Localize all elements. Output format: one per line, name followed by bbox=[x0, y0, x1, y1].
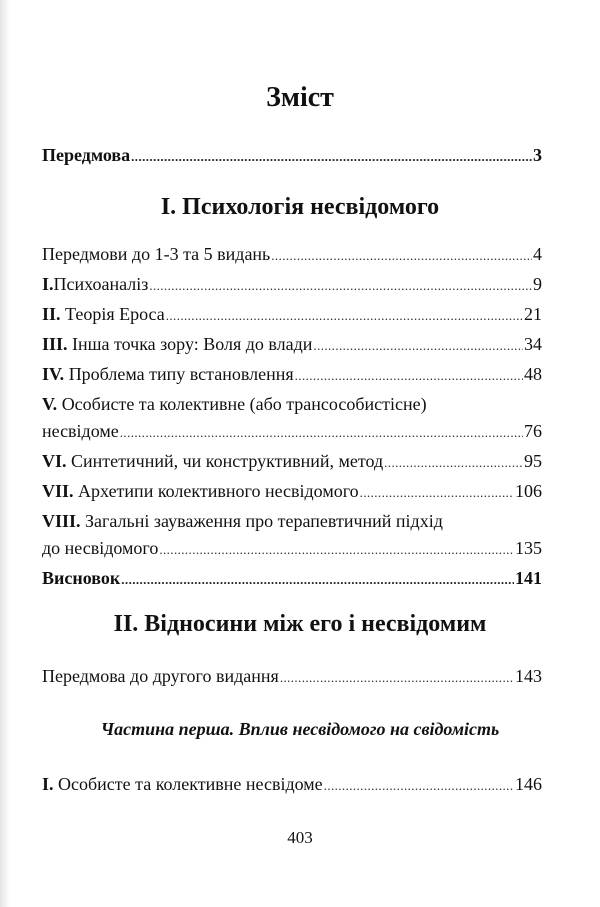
leader-dots bbox=[384, 452, 523, 474]
toc-entry-number: І. bbox=[42, 774, 54, 794]
toc-entry-number: VI. bbox=[42, 451, 67, 471]
leader-dots bbox=[120, 422, 523, 444]
part-heading: Частина перша. Вплив несвідомого на свідомість bbox=[100, 719, 500, 739]
toc-entry-label: Передмови до 1-3 та 5 видань bbox=[42, 244, 271, 264]
toc-entry-label: Загальні зауваження про терапевтичний підхід bbox=[80, 511, 443, 531]
section-heading-1: І. Психологія несвідомого bbox=[160, 194, 440, 220]
leader-dots bbox=[131, 146, 532, 168]
toc-entry-label: Особисте та колективне (або трансособистісне) bbox=[57, 394, 427, 414]
toc-entry bbox=[42, 480, 542, 504]
toc-page-number: 9 bbox=[533, 274, 542, 294]
toc-page-number: 95 bbox=[524, 451, 542, 471]
toc-entry bbox=[42, 420, 542, 444]
toc-page-number: 143 bbox=[515, 666, 542, 686]
toc-entry-label-cont: несвідоме bbox=[42, 421, 119, 441]
toc-page-number: 106 bbox=[515, 481, 542, 501]
toc-page-number: 146 bbox=[515, 774, 542, 794]
leader-dots bbox=[121, 569, 514, 591]
toc-entry-label: Теорія Ероса bbox=[60, 304, 165, 324]
toc-entry bbox=[42, 665, 542, 689]
leader-dots bbox=[280, 667, 514, 689]
toc-entry bbox=[42, 450, 542, 474]
toc-page-number: 48 bbox=[524, 364, 542, 384]
toc-page-number: 3 bbox=[533, 145, 542, 165]
page-title: Зміст bbox=[266, 82, 334, 113]
toc-entry-label: Інша точка зору: Воля до влади bbox=[67, 334, 313, 354]
toc-entry-label: Передмова bbox=[42, 145, 131, 165]
toc-entry bbox=[42, 333, 542, 357]
page-number: 403 bbox=[287, 828, 313, 847]
toc-entry-number: ІІ. bbox=[42, 304, 61, 324]
leader-dots bbox=[166, 305, 523, 327]
toc-entry bbox=[42, 303, 542, 327]
toc-entry-number: VIII. bbox=[42, 511, 81, 531]
toc-page-number: 34 bbox=[524, 334, 542, 354]
toc-entry-number: V. bbox=[42, 394, 58, 414]
toc-entry-label: Передмова до другого видання bbox=[42, 666, 279, 686]
leader-dots bbox=[295, 365, 523, 387]
toc-page-number: 4 bbox=[533, 244, 542, 264]
toc-entry bbox=[42, 363, 542, 387]
toc-entry-label: Висновок bbox=[42, 568, 121, 588]
toc-entry-label-cont: до несвідомого bbox=[42, 538, 159, 558]
toc-entry-label: Архетипи колективного несвідомого bbox=[73, 481, 359, 501]
toc-entry-number: ІІІ. bbox=[42, 334, 68, 354]
toc-entry-number: VII. bbox=[42, 481, 74, 501]
toc-entry-conclusion bbox=[42, 567, 542, 591]
leader-dots bbox=[313, 335, 523, 357]
leader-dots bbox=[360, 482, 514, 504]
toc-page-number: 21 bbox=[524, 304, 542, 324]
leader-dots bbox=[271, 245, 532, 267]
leader-dots bbox=[324, 775, 514, 797]
toc-entry-label: Проблема типу встановлення bbox=[64, 364, 294, 384]
leader-dots bbox=[149, 275, 532, 297]
toc-entry bbox=[42, 243, 542, 267]
leader-dots bbox=[159, 539, 514, 561]
toc-entry-label: Синтетичний, чи конструктивний, метод bbox=[66, 451, 384, 471]
toc-entry-label: Особисте та колективне несвідоме bbox=[53, 774, 323, 794]
toc-entry-label: Психоаналіз bbox=[53, 274, 149, 294]
toc-entry-first-line bbox=[42, 393, 542, 415]
toc-page-number: 141 bbox=[515, 568, 542, 588]
toc-page-number: 76 bbox=[524, 421, 542, 441]
toc-entry bbox=[42, 537, 542, 561]
toc-page-number: 135 bbox=[515, 538, 542, 558]
toc-entry-number: IV. bbox=[42, 364, 65, 384]
toc-entry-number: І. bbox=[42, 274, 54, 294]
toc-entry bbox=[42, 773, 542, 797]
toc-entry-first-line bbox=[42, 510, 542, 532]
section-heading-2: ІІ. Відносини між его і несвідомим bbox=[113, 611, 487, 637]
toc-entry-foreword bbox=[42, 144, 542, 168]
toc-entry bbox=[42, 273, 542, 297]
